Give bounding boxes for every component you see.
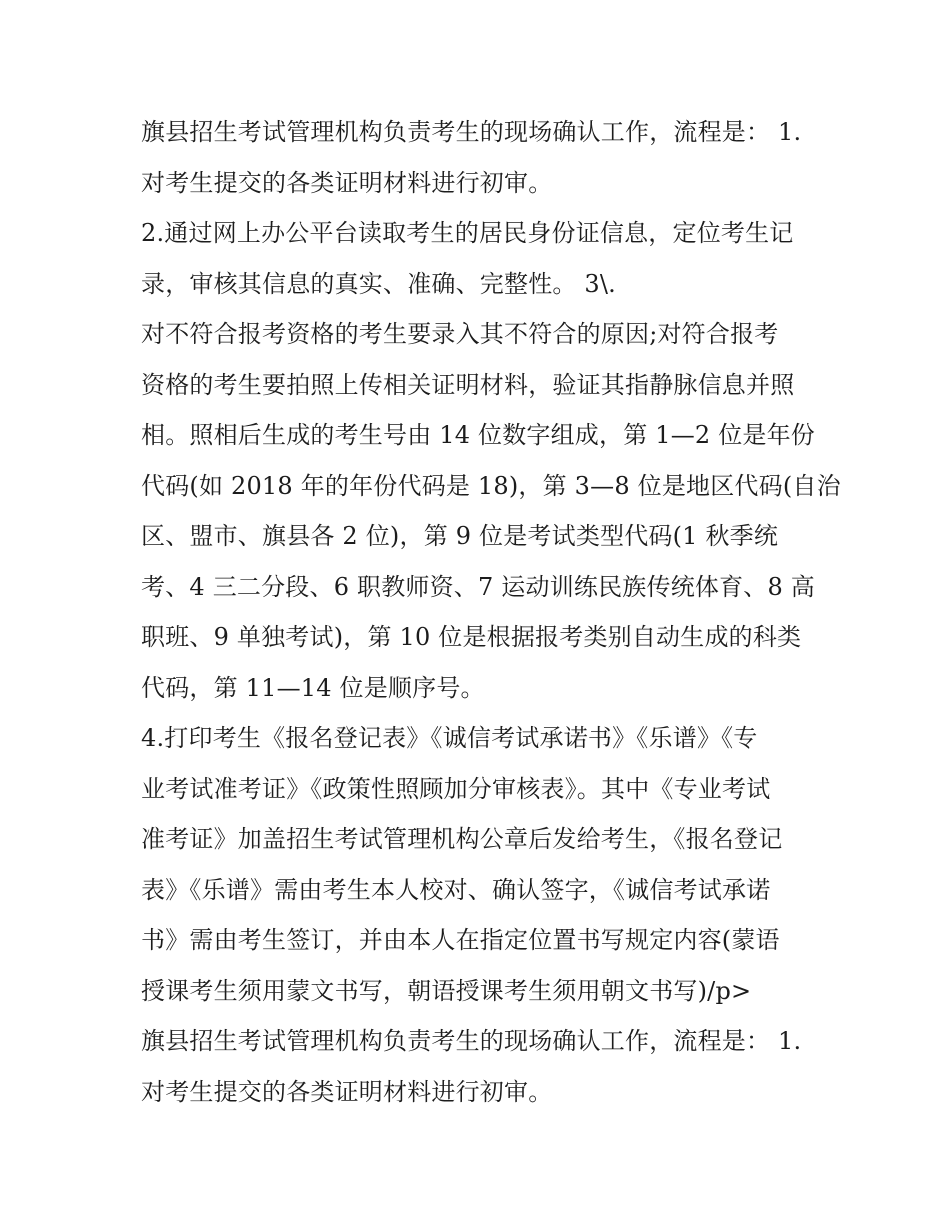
text-line-9: 区、盟市、旗县各 2 位)，第 9 位是考试类型代码(1 秋季统 [141,522,779,550]
text-line-10: 考、4 三二分段、6 职教师资、7 运动训练民族传统体育、8 高 [141,572,815,601]
text-line-4: 录，审核其信息的真实、准确、完整性。 3\. [141,269,617,298]
text-line-11: 职班、9 单独考试)，第 10 位是根据报考类别自动生成的科类 [141,623,802,651]
text-line-20: 对考生提交的各类证明材料进行初审。 [141,1077,553,1106]
document-body [141,107,841,1117]
text-line-5: 对不符合报考资格的考生要录入其不符合的原因;对符合报考 [141,320,779,348]
text-line-6: 资格的考生要拍照上传相关证明材料，验证其指静脉信息并照 [141,370,795,399]
text-line-16: 表》《乐谱》需由考生本人校对、确认签字，《诚信考试承诺 [141,875,771,904]
text-line-1: 旗县招生考试管理机构负责考生的现场确认工作，流程是： 1. [141,118,802,146]
text-line-7: 相。照相后生成的考生号由 14 位数字组成，第 1—2 位是年份 [141,421,815,449]
text-line-3: 2.通过网上办公平台读取考生的居民身份证信息，定位考生记 [141,219,794,247]
text-line-17: 书》需由考生签订，并由本人在指定位置书写规定内容(蒙语 [141,926,780,954]
text-line-15: 准考证》加盖招生考试管理机构公章后发给考生，《报名登记 [141,825,783,853]
text-line-2: 对考生提交的各类证明材料进行初审。 [141,168,553,197]
text-line-8: 代码(如 2018 年的年份代码是 18)，第 3—8 位是地区代码(自治 [141,471,841,500]
text-line-12: 代码，第 11—14 位是顺序号。 [141,673,485,702]
text-line-13: 4.打印考生《报名登记表》《诚信考试承诺书》《乐谱》《专 [141,724,758,752]
text-line-18: 授课考生须用蒙文书写，朝语授课考生须用朝文书写)/p> [141,976,752,1005]
text-line-14: 业考试准考证》《政策性照顾加分审核表》。其中《专业考试 [141,774,771,803]
text-line-19: 旗县招生考试管理机构负责考生的现场确认工作，流程是： 1. [141,1027,802,1055]
